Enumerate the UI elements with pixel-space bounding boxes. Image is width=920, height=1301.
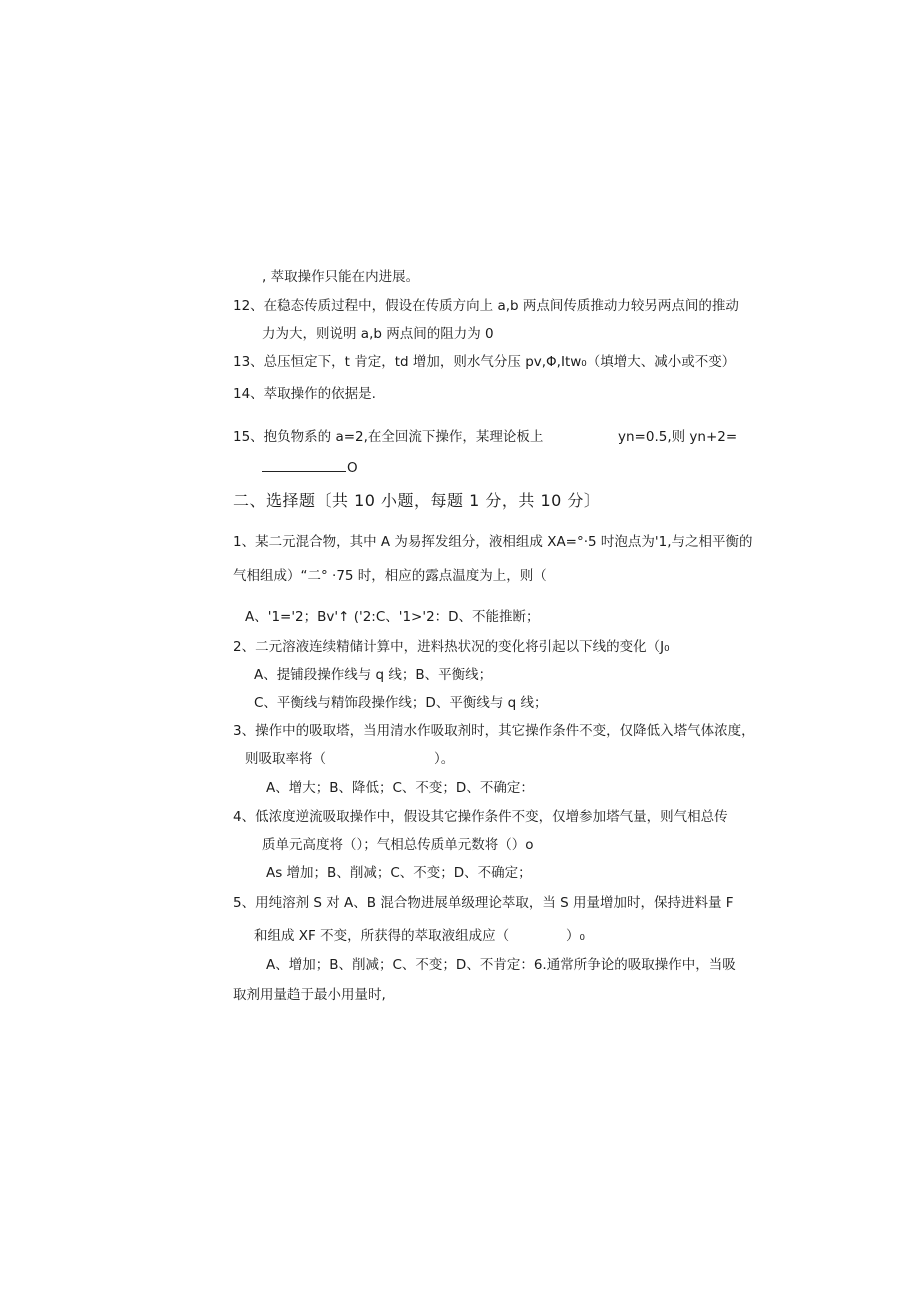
answer-blank	[262, 457, 346, 472]
choice-3-line-2b: ）。	[434, 751, 455, 767]
choice-3-line-2a: 则吸取率将（	[245, 751, 326, 767]
question-13: 13、总压恒定下，t 肯定，td 增加，则水气分压 pv,Φ,Itw₀（填增大、减小或不变）	[233, 354, 736, 370]
question-15-line-2	[262, 457, 358, 477]
question-15-line-1a: 15、抱负物系的 a=2,在全回流下操作，某理论板上	[233, 429, 544, 445]
choice-3-options: A、增大；B、降低；C、不变；D、不确定：	[266, 780, 534, 796]
text-line: , 萃取操作只能在内进展。	[262, 269, 420, 285]
section-heading: 二、选择题〔共 10 小题，每题 1 分，共 10 分〕	[233, 491, 601, 510]
question-15-line-1b: yn=0.5,则 yn+2=	[618, 429, 738, 445]
choice-2-options-2: C、平衡线与精饰段操作线；D、平衡线与 q 线；	[254, 695, 548, 711]
choice-4-line-1: 4、低浓度逆流吸取操作中，假设其它操作条件不变，仅增参加塔气量，则气相总传	[233, 809, 728, 825]
choice-2-question: 2、二元溶液连续精储计算中，进料热状况的变化将引起以下线的变化（J₀	[233, 639, 670, 655]
choice-3-line-1: 3、操作中的吸取塔，当用清水作吸取剂时，其它操作条件不变，仅降低入塔气体浓度，	[233, 723, 755, 739]
choice-5-line-2b: ）₀	[566, 928, 585, 944]
choice-5-line-1: 5、用纯溶剂 S 对 A、B 混合物进展单级理论萃取，当 S 用量增加时，保持进料量 F	[233, 895, 734, 911]
question-14: 14、萃取操作的依据是.	[233, 386, 376, 402]
blank-suffix: O	[347, 460, 358, 476]
choice-4-options: As 增加；B、削减；C、不变；D、不确定；	[266, 865, 532, 881]
choice-6-line: 取剂用量趋于最小用量时,	[233, 987, 386, 1003]
question-12-line-1: 12、在稳态传质过程中，假设在传质方向上 a,b 两点间传质推动力较另两点间的推动	[233, 298, 739, 314]
choice-1-options: A、'1='2；Bv'↑ ('2:C、'1>'2：D、不能推断；	[245, 609, 540, 625]
choice-2-options-1: A、提铺段操作线与 q 线；B、平衡线；	[254, 667, 493, 683]
question-12-line-2: 力为大，则说明 a,b 两点间的阻力为 0	[262, 326, 494, 342]
choice-5-line-2a: 和组成 XF 不变，所获得的萃取液组成应（	[254, 928, 510, 944]
choice-1-line-2: 气相组成）“二° ·75 时，相应的露点温度为上，则（	[233, 568, 547, 584]
choice-5-options: A、增加；B、削减；C、不变；D、不肯定：6.通常所争论的吸取操作中，当吸	[266, 957, 736, 973]
choice-1-line-1: 1、某二元混合物，其中 A 为易挥发组分，液相组成 XA=°·5 吋泡点为'1,与之相平衡的	[233, 534, 753, 550]
choice-4-line-2: 质单元高度将（）；气相总传质单元数将（）o	[262, 837, 534, 853]
